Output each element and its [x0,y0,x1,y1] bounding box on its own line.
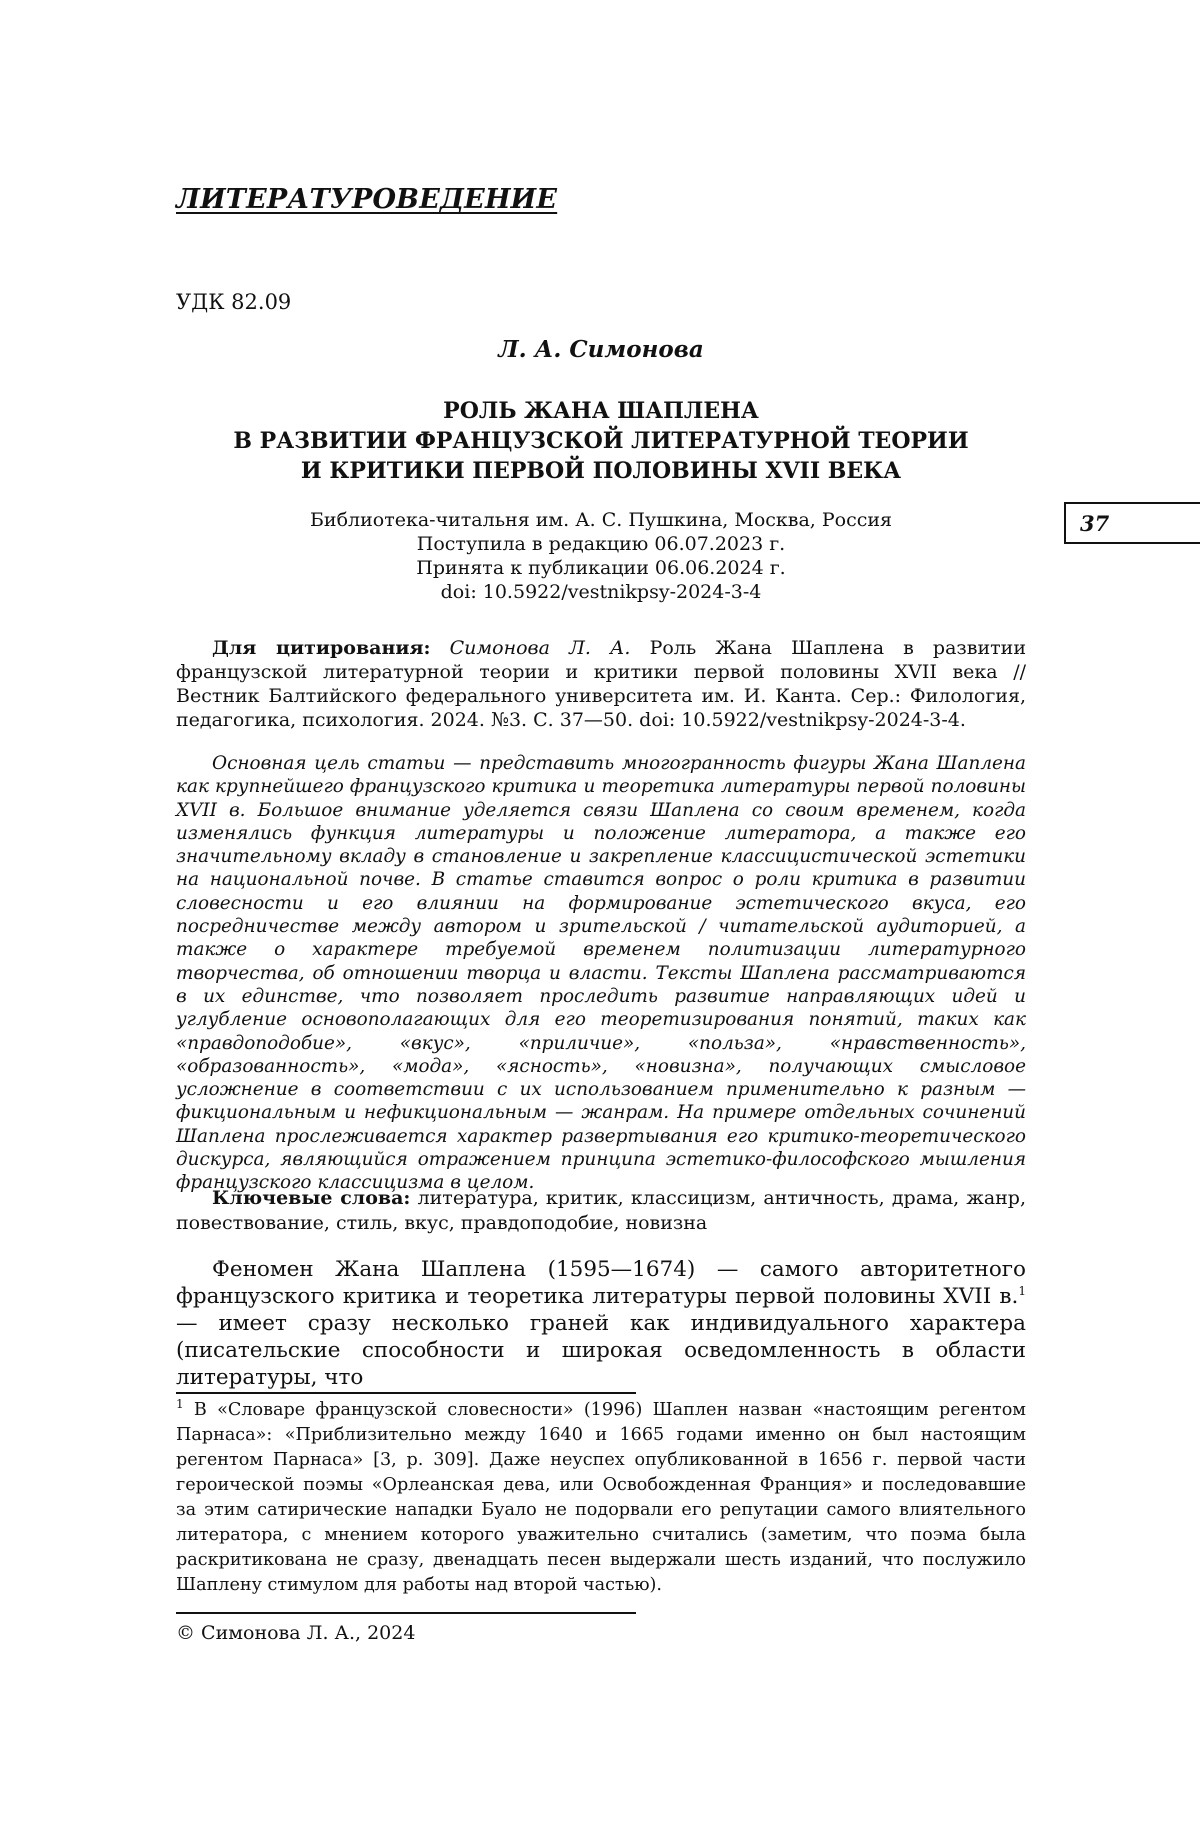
citation-author: Симонова Л. А. [449,637,631,659]
section-heading: ЛИТЕРАТУРОВЕДЕНИЕ [176,184,558,215]
footnote-text: В «Словаре французской словесности» (1996) Шаплен назван «настоящим регентом Парнаса»: «Приблизительно между 1640 и 1665 годами именно он был настоящим регентом Парнаса» [3, p. 309]. Даже неуспех опубликованной в 1656 г. первой части героической поэмы «Орлеанская дева, или Освобожденная Франция» и последовавшие за этим сатирические нападки Буало не подорвали его репутации самого влиятельного литератора, с мнением которого уважительно считались (заметим, что поэма была раскритикована не сразу, двенадцать песен выдержали шесть изданий, что послужило Шаплену стимулом для работы над второй частью). [176,1400,1026,1595]
title-line: В РАЗВИТИИ ФРАНЦУЗСКОЙ ЛИТЕРАТУРНОЙ ТЕОРИИ [233,428,969,454]
title-line: И КРИТИКИ ПЕРВОЙ ПОЛОВИНЫ XVII ВЕКА [300,458,902,484]
citation-block [176,636,1026,732]
page-number: 37 [1080,511,1110,536]
page-number-box [1064,502,1200,544]
keywords-text: литература, критик, классицизм, античность, драма, жанр, повествование, стиль, вкус, правдоподобие, новизна [176,1187,1027,1234]
footnote [176,1398,1026,1598]
doi: doi: 10.5922/vestnikpsy-2024-3-4 [440,581,762,603]
copyright: © Симонова Л. А., 2024 [176,1622,416,1644]
article-title [176,396,1026,486]
affiliation-institution: Библиотека-читальня им. А. С. Пушкина, Москва, Россия [309,509,893,531]
footnote-marker: 1 [176,1397,184,1412]
abstract: Основная цель статьи — представить многогранность фигуры Жана Шаплена как крупнейшего французского критика и теоретика литературы первой половины XVII в. Большое внимание уделяется связи Шаплена со своим временем, когда изменялись функция литературы и положение литератора, а также его значительному вкладу в становление и закрепление классицистической эстетики на национальной почве. В статье ставится вопрос о роли критика в развитии словесности и его влиянии на формирование эстетического вкуса, его посредничестве между автором и зрительской / читательской аудиторией, а также о характере требуемой временем политизации литературного творчества, об отношении творца и власти. Тексты Шаплена рассматриваются в их единстве, что позволяет проследить развитие направляющих идей и углубление основополагающих для его теоретизирования понятий, таких как «правдоподобие», «вкус», «приличие», «польза», «нравственность», «образованность», «мода», «ясность», «новизна», получающих смысловое усложнение в соответствии с их использованием применительно к разным — фикциональным и нефикциональным — жанрам. На примере отдельных сочинений Шаплена прослеживается характер развертывания его критико-теоретического дискурса, являющийся отражением принципа эстетико-философского мышления французского классицизма в целом. [176,753,1026,1194]
body-text-start: Феномен Жана Шаплена (1595—1674) — самого авторитетного французского критика и теоретика литературы первой половины XVII в. [176,1257,1026,1309]
body-text-continuation: — имеет сразу несколько граней как индивидуального характера (писательские способности и широкая осведомленность в области литературы, что [176,1311,1026,1390]
keywords-block [176,1186,1026,1236]
citation-label: Для цитирования: [212,637,431,659]
copyright-separator [176,1612,636,1614]
footnote-separator [176,1392,636,1394]
title-line: РОЛЬ ЖАНА ШАПЛЕНА [443,398,759,424]
article-author: Л. А. Симонова [498,336,704,363]
received-date: Поступила в редакцию 06.07.2023 г. [416,533,786,555]
keywords-label: Ключевые слова: [212,1187,411,1209]
affiliation-block [176,508,1026,604]
footnote-reference: 1 [1018,1283,1026,1298]
accepted-date: Принята к публикации 06.06.2024 г. [416,557,786,579]
body-paragraph [176,1256,1026,1391]
udk-code: УДК 82.09 [176,290,292,314]
citation-text: Роль Жана Шаплена в развитии французской литературной теории и критики первой половины XVII века // Вестник Балтийского федерального университета им. И. Канта. Сер.: Филология, педагогика, психология. 2024. №3. С. 37—50. doi: 10.5922/vestnikpsy-2024-3-4. [176,637,1026,731]
